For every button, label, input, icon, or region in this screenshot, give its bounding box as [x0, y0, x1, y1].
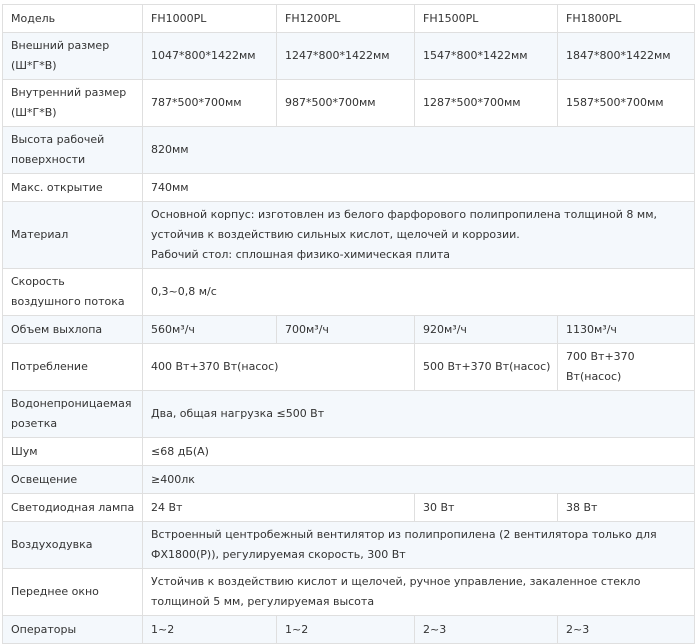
cell-value: Встроенный центробежный вентилятор из полипропилена (2 вентилятора только для ФХ1800(Р)), регулируемая скорость, 300 Вт — [143, 522, 695, 569]
material-line: Основной корпус: изготовлен из белого фарфорового полипропилена толщиной 8 мм, устойчив к воздействию сильных кислот, щелочей и коррозии. — [151, 208, 658, 241]
cell-value: Два, общая нагрузка ≤500 Вт — [143, 391, 695, 438]
cell-value: 0,3~0,8 м/с — [143, 269, 695, 316]
row-work-height — [3, 127, 695, 174]
material-line: Рабочий стол: сплошная физико-химическая плита — [151, 248, 451, 261]
row-label: Макс. открытие — [3, 174, 143, 202]
row-label: Скорость воздушного потока — [3, 269, 143, 316]
row-label: Водонепроницаемая розетка — [3, 391, 143, 438]
cell-value: 2~3 — [415, 616, 558, 644]
cell-value: ≤68 дБ(А) — [143, 438, 695, 466]
spec-table — [2, 4, 695, 644]
row-label: Материал — [3, 202, 143, 269]
cell-value: 1547*800*1422мм — [415, 33, 558, 80]
cell-value: 400 Вт+370 Вт(насос) — [143, 344, 415, 391]
cell-value: 700 Вт+370 Вт(насос) — [558, 344, 695, 391]
row-front-window — [3, 569, 695, 616]
cell-value: 1847*800*1422мм — [558, 33, 695, 80]
row-label: Операторы — [3, 616, 143, 644]
header-row — [3, 5, 695, 33]
row-internal-size — [3, 80, 695, 127]
row-exhaust — [3, 316, 695, 344]
row-noise — [3, 438, 695, 466]
cell-value: 38 Вт — [558, 494, 695, 522]
cell-value: 820мм — [143, 127, 695, 174]
cell-value: 1287*500*700мм — [415, 80, 558, 127]
row-label: Высота рабочей поверхности — [3, 127, 143, 174]
row-lighting — [3, 466, 695, 494]
cell-value: 2~3 — [558, 616, 695, 644]
row-label: Внутренний размер (Ш*Г*В) — [3, 80, 143, 127]
cell-value: 1047*800*1422мм — [143, 33, 277, 80]
row-label: Внешний размер (Ш*Г*В) — [3, 33, 143, 80]
cell-value: 30 Вт — [415, 494, 558, 522]
cell-value: 560м³/ч — [143, 316, 277, 344]
cell-value: 1247*800*1422мм — [277, 33, 415, 80]
row-led-lamp — [3, 494, 695, 522]
cell-value: 500 Вт+370 Вт(насос) — [415, 344, 558, 391]
cell-value: Устойчив к воздействию кислот и щелочей, ручное управление, закаленное стекло толщиной 5 мм, регулируемая высота — [143, 569, 695, 616]
cell-value: 24 Вт — [143, 494, 415, 522]
cell-value: ≥400лк — [143, 466, 695, 494]
row-operators — [3, 616, 695, 644]
cell-value: 920м³/ч — [415, 316, 558, 344]
header-label: Модель — [3, 5, 143, 33]
row-label: Потребление — [3, 344, 143, 391]
material-cell — [143, 202, 695, 269]
model-name: FH1500PL — [415, 5, 558, 33]
cell-value: 1~2 — [277, 616, 415, 644]
cell-value: 1~2 — [143, 616, 277, 644]
model-name: FH1000PL — [143, 5, 277, 33]
cell-value: 1587*500*700мм — [558, 80, 695, 127]
row-socket — [3, 391, 695, 438]
cell-value: 700м³/ч — [277, 316, 415, 344]
cell-value: 787*500*700мм — [143, 80, 277, 127]
row-label: Воздуходувка — [3, 522, 143, 569]
cell-value: 1130м³/ч — [558, 316, 695, 344]
row-material — [3, 202, 695, 269]
row-max-opening — [3, 174, 695, 202]
model-name: FH1800PL — [558, 5, 695, 33]
model-name: FH1200PL — [277, 5, 415, 33]
row-label: Переднее окно — [3, 569, 143, 616]
row-label: Освещение — [3, 466, 143, 494]
row-label: Светодиодная лампа — [3, 494, 143, 522]
row-consumption — [3, 344, 695, 391]
row-external-size — [3, 33, 695, 80]
row-label: Шум — [3, 438, 143, 466]
row-blower — [3, 522, 695, 569]
cell-value: 987*500*700мм — [277, 80, 415, 127]
cell-value: 740мм — [143, 174, 695, 202]
row-airflow — [3, 269, 695, 316]
row-label: Объем выхлопа — [3, 316, 143, 344]
